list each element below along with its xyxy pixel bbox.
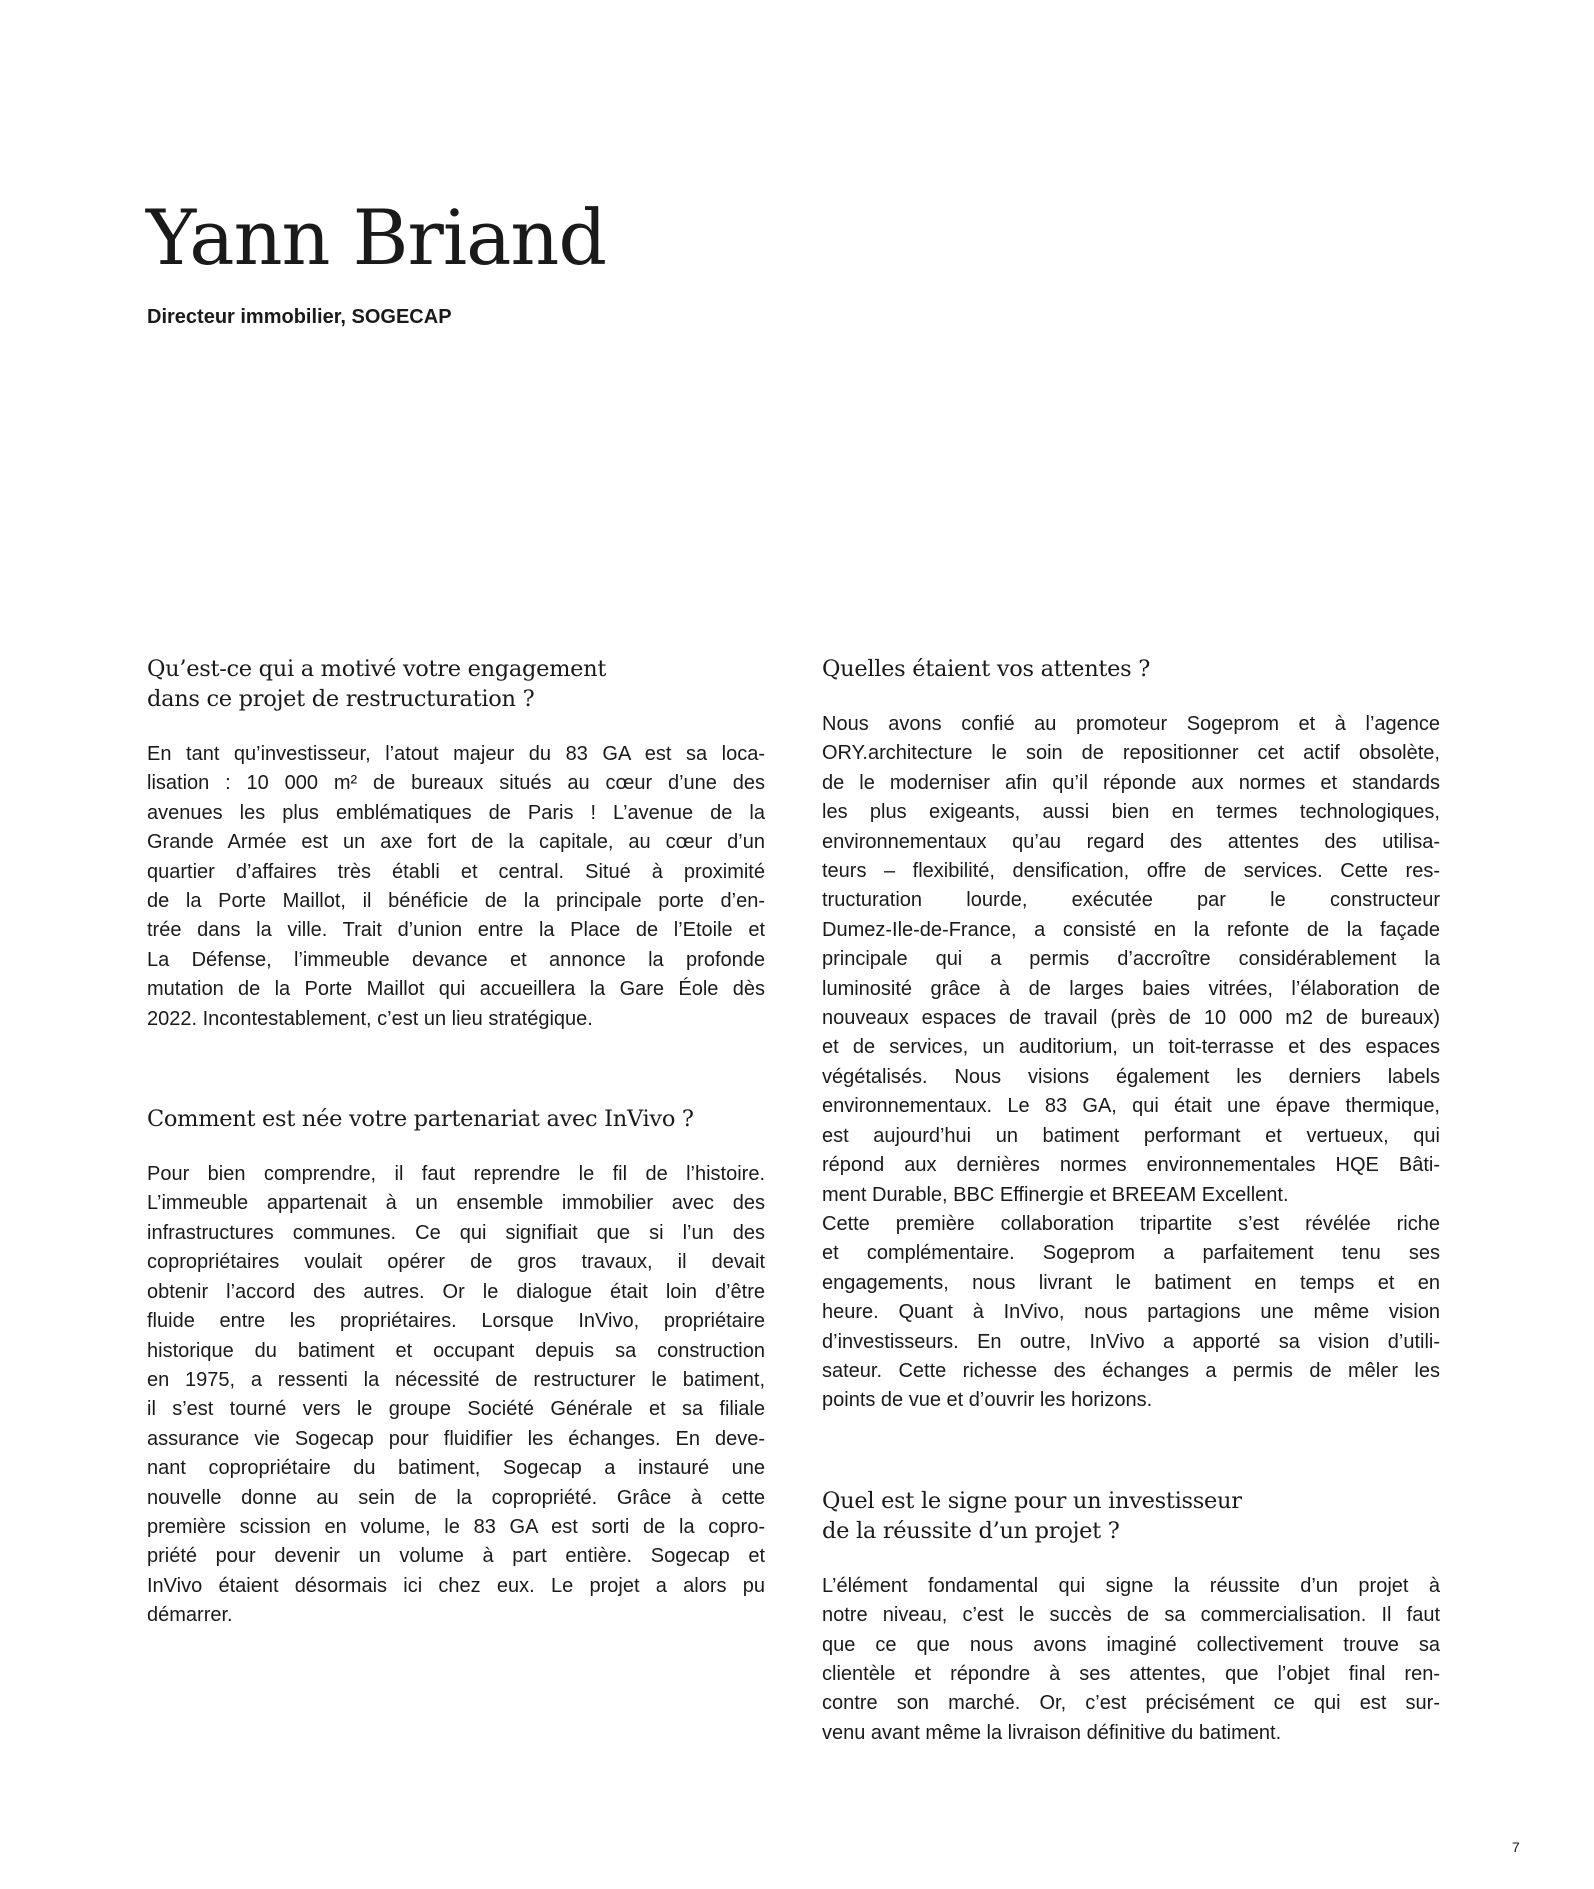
answer-line: que ce que nous avons imaginé collectivement trouve sa bbox=[822, 1633, 1440, 1656]
answer-line: et de services, un auditorium, un toit-terrasse et des espaces bbox=[822, 1036, 1440, 1059]
question-heading bbox=[822, 1486, 1440, 1546]
answer-line: La Défense, l’immeuble devance et annonce la profonde bbox=[147, 948, 765, 971]
left-column bbox=[147, 654, 765, 1631]
answer-line: Cette première collaboration tripartite s’est révélée riche bbox=[822, 1212, 1440, 1235]
person-role: Directeur immobilier, SOGECAP bbox=[147, 306, 452, 328]
answer-line: nant copropriétaire du batiment, Sogecap a instauré une bbox=[147, 1457, 765, 1480]
answer-line: Nous avons confié au promoteur Sogeprom et à l’agence bbox=[822, 713, 1440, 735]
answer-line: démarrer. bbox=[147, 1604, 233, 1627]
answer-line: d’investisseurs. En outre, InVivo a apporté sa vision d’utili- bbox=[822, 1330, 1440, 1353]
right-column bbox=[822, 654, 1440, 1748]
answer-line: de le moderniser afin qu’il réponde aux normes et standards bbox=[822, 771, 1440, 794]
answer-line: en 1975, a ressenti la nécessité de restructurer le batiment, bbox=[147, 1368, 765, 1391]
page-number: 7 bbox=[1512, 1839, 1520, 1855]
answer-line: assurance vie Sogecap pour fluidifier les échanges. En deve- bbox=[147, 1427, 765, 1450]
answer-line: venu avant même la livraison définitive du batiment. bbox=[822, 1721, 1282, 1744]
answer-line: teurs – flexibilité, densification, offre de services. Cette res- bbox=[822, 860, 1440, 883]
qa-block bbox=[822, 654, 1440, 1416]
answer-line: et complémentaire. Sogeprom a parfaitement tenu ses bbox=[822, 1242, 1440, 1265]
answer-line: Dumez-Ile-de-France, a consisté en la refonte de la façade bbox=[822, 918, 1440, 941]
answer-line: luminosité grâce à de larges baies vitrées, l’élaboration de bbox=[822, 977, 1440, 1000]
question-heading bbox=[147, 654, 765, 714]
qa-block bbox=[822, 1486, 1440, 1748]
answer-line: engagements, nous livrant le batiment en temps et en bbox=[822, 1271, 1440, 1294]
answer-line: contre son marché. Or, c’est précisément ce qui est sur- bbox=[822, 1692, 1440, 1715]
answer-line: lisation : 10 000 m² de bureaux situés au cœur d’une des bbox=[147, 772, 765, 795]
question-line: Quel est le signe pour un investisseur bbox=[822, 1487, 1242, 1514]
answer-line: L’immeuble appartenait à un ensemble immobilier avec des bbox=[147, 1192, 765, 1215]
answer-line: nouvelle donne au sein de la copropriété. Grâce à cette bbox=[147, 1486, 765, 1509]
answer-line: InVivo étaient désormais ici chez eux. Le projet a alors pu bbox=[147, 1574, 765, 1597]
answer-line: principale qui a permis d’accroître considérablement la bbox=[822, 948, 1440, 971]
answer-line: heure. Quant à InVivo, nous partagions une même vision bbox=[822, 1301, 1440, 1324]
answer-line: notre niveau, c’est le succès de sa commercialisation. Il faut bbox=[822, 1604, 1440, 1627]
answer-line: fluide entre les propriétaires. Lorsque InVivo, propriétaire bbox=[147, 1310, 765, 1333]
answer-line: Pour bien comprendre, il faut reprendre le fil de l’histoire. bbox=[147, 1163, 765, 1186]
answer-line: ment Durable, BBC Effinergie et BREEAM Excellent. bbox=[822, 1183, 1289, 1206]
answer-line: 2022. Incontestablement, c’est un lieu stratégique. bbox=[147, 1007, 593, 1030]
answer-line: mutation de la Porte Maillot qui accueillera la Gare Éole dès bbox=[147, 978, 765, 1001]
answer-line: priété pour devenir un volume à part entière. Sogecap et bbox=[147, 1545, 765, 1568]
answer-line: tructuration lourde, exécutée par le constructeur bbox=[822, 889, 1440, 912]
answer-line: L’élément fondamental qui signe la réussite d’un projet à bbox=[822, 1574, 1440, 1597]
question-heading bbox=[822, 654, 1440, 684]
answer-line: En tant qu’investisseur, l’atout majeur du 83 GA est sa loca- bbox=[147, 743, 765, 765]
answer-line: obtenir l’accord des autres. Or le dialogue était loin d’être bbox=[147, 1280, 765, 1303]
answer-line: environnementaux. Le 83 GA, qui était une épave thermique, bbox=[822, 1095, 1440, 1118]
answer-line: végétalisés. Nous visions également les derniers labels bbox=[822, 1065, 1440, 1088]
answer-paragraph bbox=[822, 1572, 1440, 1748]
answer-paragraph bbox=[147, 1160, 765, 1631]
answer-line: copropriétaires voulait opérer de gros travaux, il devait bbox=[147, 1251, 765, 1274]
answer-line: environnementaux qu’au regard des attentes des utilisa- bbox=[822, 830, 1440, 853]
answer-line: sateur. Cette richesse des échanges a permis de mêler les bbox=[822, 1359, 1440, 1382]
question-line: de la réussite d’un projet ? bbox=[822, 1517, 1120, 1544]
person-name: Yann Briand bbox=[146, 193, 607, 282]
answer-line: avenues les plus emblématiques de Paris ! L’avenue de la bbox=[147, 801, 765, 824]
qa-block bbox=[147, 1104, 765, 1631]
question-line: Qu’est-ce qui a motivé votre engagement bbox=[147, 656, 607, 682]
answer-line: nouveaux espaces de travail (près de 10 000 m2 de bureaux) bbox=[822, 1007, 1440, 1030]
answer-line: quartier d’affaires très établi et central. Situé à proximité bbox=[147, 860, 765, 883]
answer-line: points de vue et d’ouvrir les horizons. bbox=[822, 1389, 1153, 1412]
answer-line: Grande Armée est un axe fort de la capitale, au cœur d’un bbox=[147, 831, 765, 854]
answer-line: infrastructures communes. Ce qui signifiait que si l’un des bbox=[147, 1221, 765, 1244]
question-line: Comment est née votre partenariat avec InVivo ? bbox=[147, 1106, 694, 1133]
answer-paragraph bbox=[822, 710, 1440, 1416]
answer-line: répond aux dernières normes environnementales HQE Bâti- bbox=[822, 1154, 1440, 1177]
answer-line: il s’est tourné vers le groupe Société Générale et sa filiale bbox=[147, 1398, 765, 1421]
question-line: dans ce projet de restructuration ? bbox=[147, 686, 535, 712]
answer-line: ORY.architecture le soin de repositionner cet actif obsolète, bbox=[822, 742, 1440, 765]
answer-paragraph bbox=[147, 740, 765, 1034]
answer-line: de la Porte Maillot, il bénéficie de la principale porte d’en- bbox=[147, 890, 765, 913]
answer-line: est aujourd’hui un batiment performant et vertueux, qui bbox=[822, 1124, 1440, 1147]
answer-line: historique du batiment et occupant depuis sa construction bbox=[147, 1339, 765, 1362]
answer-line: trée dans la ville. Trait d’union entre la Place de l’Etoile et bbox=[147, 919, 765, 942]
question-line: Quelles étaient vos attentes ? bbox=[822, 656, 1151, 682]
answer-line: clientèle et répondre à ses attentes, que l’objet final ren- bbox=[822, 1662, 1440, 1685]
answer-line: les plus exigeants, aussi bien en termes technologiques, bbox=[822, 801, 1440, 824]
qa-block bbox=[147, 654, 765, 1034]
answer-line: première scission en volume, le 83 GA est sorti de la copro- bbox=[147, 1515, 765, 1538]
question-heading bbox=[147, 1104, 765, 1134]
